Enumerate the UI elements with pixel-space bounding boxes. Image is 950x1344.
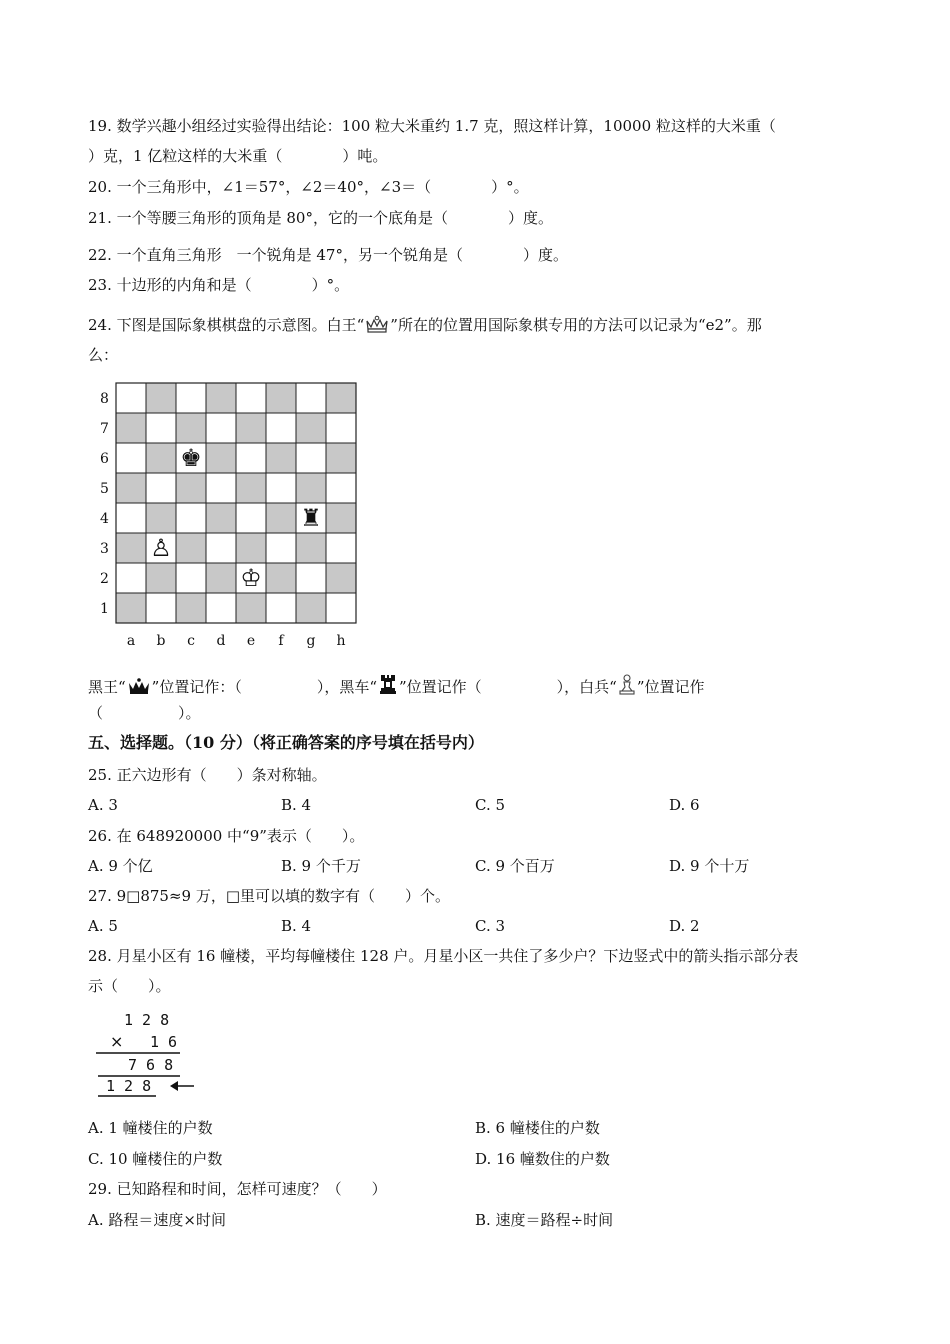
calc-partial-2: 1 2 8 [106,1077,152,1095]
square-h5 [326,473,356,503]
square-c7 [176,413,206,443]
square-g6 [296,443,326,473]
square-g3 [296,533,326,563]
square-e4 [236,503,266,533]
square-g2 [296,563,326,593]
section5-heading: 五、选择题。（10 分）（将正确答案的序号填在括号内） [88,733,484,752]
square-b1 [146,593,176,623]
white-king-icon [364,315,390,333]
square-e1 [236,593,266,623]
square-g1 [296,593,326,623]
calc-partial-1: 7 6 8 [128,1056,174,1074]
q24-ans-d: ”位置记作 [636,678,705,696]
file-label: b [156,633,166,648]
q19-line2: ）克，1 亿粒这样的大米重（ ）吨。 [88,147,388,165]
square-a3 [116,533,146,563]
rank-label: 4 [100,511,109,527]
rank-label: 6 [100,451,109,467]
file-label: e [246,633,256,648]
square-f2 [266,563,296,593]
square-h2 [326,563,356,593]
vertical-multiplication [92,1006,202,1101]
square-h3 [326,533,356,563]
file-label: c [187,633,195,648]
white-king-piece: ♔ [240,564,262,592]
q21: 21. 一个等腰三角形的顶角是 80°，它的一个底角是（ ）度。 [88,209,553,227]
q27-stem: 27. 9□875≈9 万，□里可以填的数字有（ ）个。 [88,887,451,905]
q24-text-a: 24. 下图是国际象棋棋盘的示意图。白王“ [88,316,365,334]
square-h6 [326,443,356,473]
q24-text-b: ”所在的位置用国际象棋专用的方法可以记录为“e2”。那 [390,316,762,334]
q28-option-d: D. 16 幢数住的户数 [475,1150,610,1168]
rank-label: 2 [100,571,109,587]
square-e6 [236,443,266,473]
white-pawn-piece: ♙ [150,534,172,562]
square-d4 [206,503,236,533]
q25-option-d: D. 6 [669,796,700,814]
square-b2 [146,563,176,593]
q24-line1 [88,315,762,335]
square-c8 [176,383,206,413]
square-c1 [176,593,206,623]
calc-multiplicand: 1 2 8 [124,1011,170,1029]
square-f5 [266,473,296,503]
q24-line2: 么： [88,346,119,364]
q25-stem: 25. 正六边形有（ ）条对称轴。 [88,766,327,784]
q28-line1: 28. 月星小区有 16 幢楼，平均每幢楼住 128 户。月星小区一共住了多少户？下边竖式中的箭头指示部分表 [88,947,799,965]
square-c5 [176,473,206,503]
square-g8 [296,383,326,413]
black-king-piece: ♚ [180,444,202,472]
file-label: a [126,633,136,648]
square-d2 [206,563,236,593]
q25-option-b: B. 4 [281,796,312,814]
q24-answer-line2: （ ）。 [88,704,201,722]
square-a2 [116,563,146,593]
q24-ans-a: 黑王“ [88,678,126,696]
square-a6 [116,443,146,473]
square-d5 [206,473,236,503]
square-d6 [206,443,236,473]
q27-option-b: B. 4 [281,917,312,935]
square-f1 [266,593,296,623]
q28-option-b: B. 6 幢楼住的户数 [475,1119,600,1137]
q29-stem: 29. 已知路程和时间，怎样可速度？（ ） [88,1180,387,1198]
square-h7 [326,413,356,443]
square-b6 [146,443,176,473]
q28-line2: 示（ ）。 [88,977,171,995]
white-pawn-icon [617,673,637,695]
file-label: d [216,633,226,648]
q28-option-c: C. 10 幢楼住的户数 [88,1150,223,1168]
q20: 20. 一个三角形中，∠1＝57°，∠2＝40°，∠3＝（ ）°。 [88,178,529,196]
q29-option-b: B. 速度＝路程÷时间 [475,1211,614,1229]
black-rook-piece: ♜ [300,504,322,532]
file-label: h [336,633,346,648]
square-c2 [176,563,206,593]
square-f3 [266,533,296,563]
square-g7 [296,413,326,443]
q26-option-b: B. 9 个千万 [281,857,361,875]
square-f8 [266,383,296,413]
square-b8 [146,383,176,413]
square-e8 [236,383,266,413]
square-f6 [266,443,296,473]
arrow-icon [170,1081,194,1091]
q26-stem: 26. 在 648920000 中“9”表示（ ）。 [88,827,365,845]
square-d8 [206,383,236,413]
q24-answer-line1 [88,673,705,697]
q25-option-c: C. 5 [475,796,506,814]
q26-option-c: C. 9 个百万 [475,857,555,875]
q24-ans-c: ”位置记作（ ），白兵“ [399,678,617,696]
q25-option-a: A. 3 [88,796,118,814]
square-c4 [176,503,206,533]
rank-label: 8 [100,391,109,407]
square-f7 [266,413,296,443]
q24-ans-b: ”位置记作：（ ），黑车“ [151,678,378,696]
q23: 23. 十边形的内角和是（ ）°。 [88,276,350,294]
q29-option-a: A. 路程＝速度×时间 [88,1211,226,1229]
square-b7 [146,413,176,443]
rank-label: 5 [100,481,109,497]
square-a7 [116,413,146,443]
q19-line1: 19. 数学兴趣小组经过实验得出结论：100 粒大米重约 1.7 克，照这样计算，10000 粒这样的大米重（ [88,117,776,135]
q26-option-d: D. 9 个十万 [669,857,750,875]
square-c3 [176,533,206,563]
q26-option-a: A. 9 个亿 [88,857,153,875]
square-e3 [236,533,266,563]
black-king-icon [126,677,152,695]
square-a5 [116,473,146,503]
square-a4 [116,503,146,533]
square-b5 [146,473,176,503]
square-e5 [236,473,266,503]
rank-label: 1 [100,601,109,617]
rank-label: 7 [100,421,109,437]
black-rook-icon [377,673,399,695]
file-label: f [278,633,284,648]
q27-option-a: A. 5 [88,917,118,935]
square-h8 [326,383,356,413]
q27-option-c: C. 3 [475,917,506,935]
q22: 22. 一个直角三角形 一个锐角是 47°，另一个锐角是（ ）度。 [88,246,568,264]
square-f4 [266,503,296,533]
square-g5 [296,473,326,503]
square-d7 [206,413,236,443]
q28-option-a: A. 1 幢楼住的户数 [88,1119,213,1137]
file-label: g [306,633,316,648]
chessboard [92,378,367,648]
square-a8 [116,383,146,413]
rank-label: 3 [100,541,109,557]
square-d3 [206,533,236,563]
square-h1 [326,593,356,623]
q27-option-d: D. 2 [669,917,700,935]
square-a1 [116,593,146,623]
square-e7 [236,413,266,443]
square-h4 [326,503,356,533]
calc-operator: × [110,1032,124,1051]
square-d1 [206,593,236,623]
calc-multiplier: 1 6 [150,1033,178,1051]
square-b4 [146,503,176,533]
